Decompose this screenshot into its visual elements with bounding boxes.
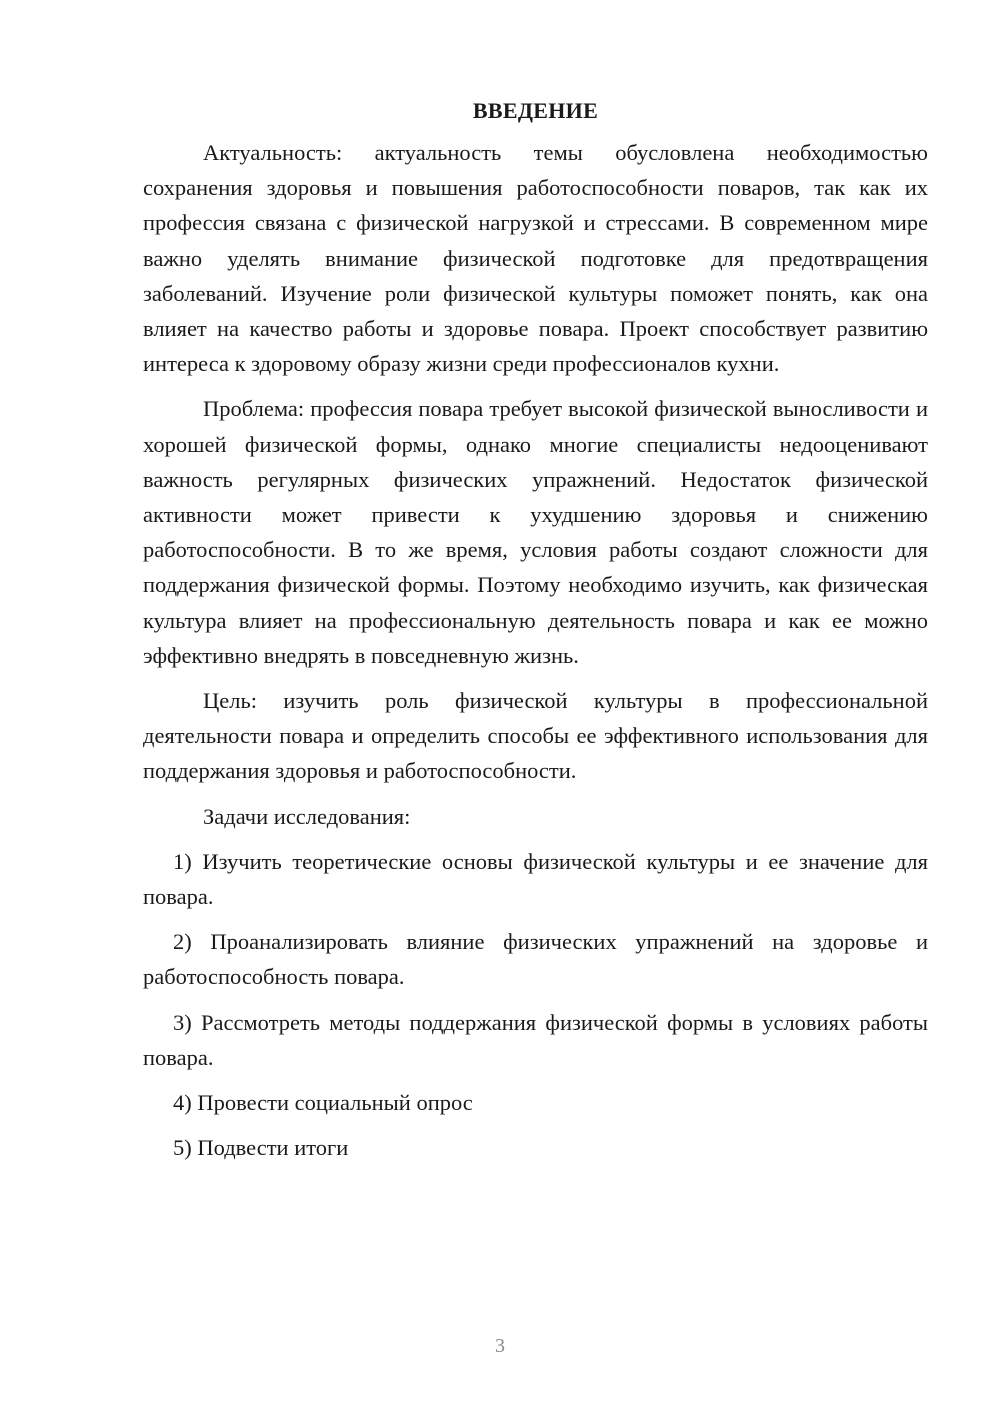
tasks-list — [143, 844, 928, 1166]
tasks-heading: Задачи исследования: — [203, 803, 411, 829]
paragraph-goal: Цель: изучить роль физической культуры в профессиональной деятельности повара и определить способы ее эффективного использования для поддержания здоровья и работоспособности. — [143, 688, 928, 784]
task-item-5: 5) Подвести итоги — [173, 1135, 349, 1161]
paragraph-relevance: Актуальность: актуальность темы обусловлена необходимостью сохранения здоровья и повышения работоспособности поваров, так как их профессия связана с физической нагрузкой и стрессами. В современном мире важно уделять внимание физической подготовке для предотвращения заболеваний. Изучение роли физической культуры поможет понять, как она влияет на качество работы и здоровье повара. Проект способствует развитию интереса к здоровому образу жизни среди профессионалов кухни. — [143, 140, 928, 377]
paragraph-problem: Проблема: профессия повара требует высокой физической выносливости и хорошей физической формы, однако многие специалисты недооценивают важность регулярных физических упражнений. Недостаток физической активности может привести к ухудшению здоровья и снижению работоспособности. В то же время, условия работы создают сложности для поддержания физической формы. Поэтому необходимо изучить, как физическая культура влияет на профессиональную деятельность повара и как ее можно эффективно внедрять в повседневную жизнь. — [143, 396, 928, 668]
page-number: 3 — [495, 1335, 505, 1357]
page-title: ВВЕДЕНИЕ — [472, 98, 599, 123]
task-item-3: 3) Рассмотреть методы поддержания физической формы в условиях работы повара. — [143, 1009, 928, 1070]
task-item-2: 2) Проанализировать влияние физических упражнений на здоровье и работоспособность повара. — [143, 929, 928, 990]
task-item-4: 4) Провести социальный опрос — [173, 1090, 473, 1116]
page-content — [143, 95, 928, 1175]
task-item-1: 1) Изучить теоретические основы физической культуры и ее значение для повара. — [143, 848, 928, 910]
